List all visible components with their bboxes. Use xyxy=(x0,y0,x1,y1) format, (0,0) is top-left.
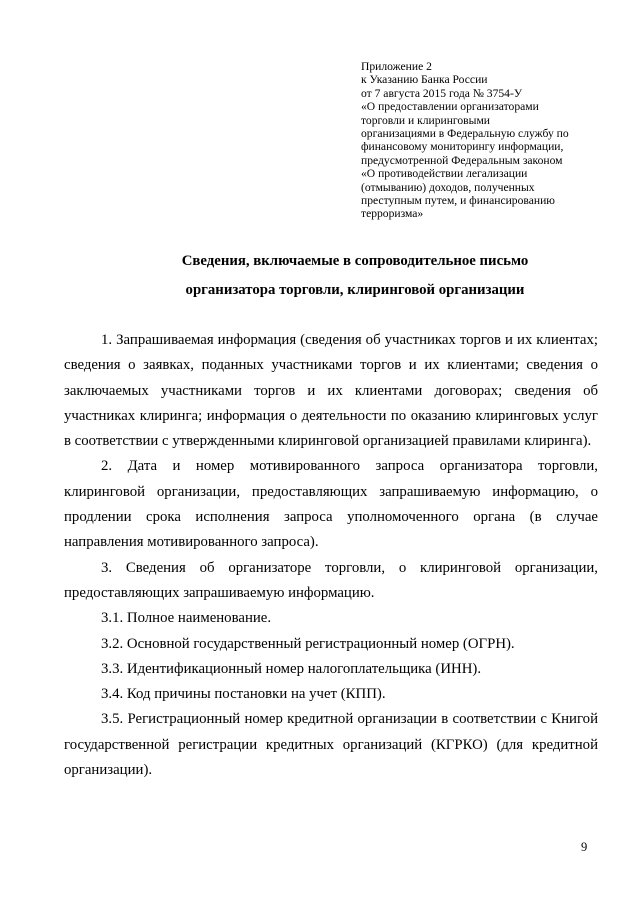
page-number: 9 xyxy=(581,840,588,854)
annotation-block xyxy=(361,60,586,221)
paragraph-2: 2. Дата и номер мотивированного запроса организатора торговли, клиринговой организации, предоставляющих запрашиваемую информацию, о продлении срока исполнения запроса уполномоченного органа (в случае направления мотивированного запроса). xyxy=(64,458,598,551)
annotation-line: «О предоставлении организаторами xyxy=(361,100,539,114)
annotation-line: предусмотренной Федеральным законом xyxy=(361,153,563,167)
annotation-line: от 7 августа 2015 года № 3754-У xyxy=(361,86,523,100)
document-body xyxy=(64,328,598,783)
annotation-line: финансовому мониторингу информации, xyxy=(361,140,564,154)
annotation-line: «О противодействии легализации xyxy=(361,167,528,181)
paragraph-3-3: 3.3. Идентификационный номер налогоплательщика (ИНН). xyxy=(101,660,482,677)
paragraph-3: 3. Сведения об организаторе торговли, о клиринговой организации, предоставляющих запрашиваемую информацию. xyxy=(64,559,598,601)
annotation-line: преступным путем, и финансированию xyxy=(361,194,555,208)
paragraph-3-1: 3.1. Полное наименование. xyxy=(101,610,272,627)
paragraph-3-5: 3.5. Регистрационный номер кредитной организации в соответствии с Книгой государственной регистрации кредитных организаций (КГРКО) (для кредитной организации). xyxy=(64,711,598,779)
annotation-line: (отмыванию) доходов, полученных xyxy=(361,180,535,194)
annotation-line: к Указанию Банка России xyxy=(361,73,488,87)
document-title xyxy=(88,247,622,305)
annotation-line: организациями в Федеральную службу по xyxy=(361,127,569,141)
document-title-line: Сведения, включаемые в сопроводительное письмо xyxy=(181,253,529,269)
annotation-line: терроризма» xyxy=(361,207,424,221)
annotation-line: Приложение 2 xyxy=(361,60,432,73)
paragraph-3-2: 3.2. Основной государственный регистрационный номер (ОГРН). xyxy=(101,635,515,652)
paragraph-1: 1. Запрашиваемая информация (сведения об участниках торгов и их клиентах; сведения о заявках, поданных участниками торгов и их клиентами; сведения о заключаемых участниками торгов и их клиентами договорах; сведения об участниках клиринга; информация о деятельности по оказанию клиринговых услуг в соответствии с утвержденными клиринговой организацией правилами клиринга). xyxy=(64,332,598,450)
annotation-line: торговли и клиринговыми xyxy=(361,113,490,127)
paragraph-3-4: 3.4. Код причины постановки на учет (КПП). xyxy=(101,686,386,703)
document-title-line: организатора торговли, клиринговой организации xyxy=(185,282,525,298)
